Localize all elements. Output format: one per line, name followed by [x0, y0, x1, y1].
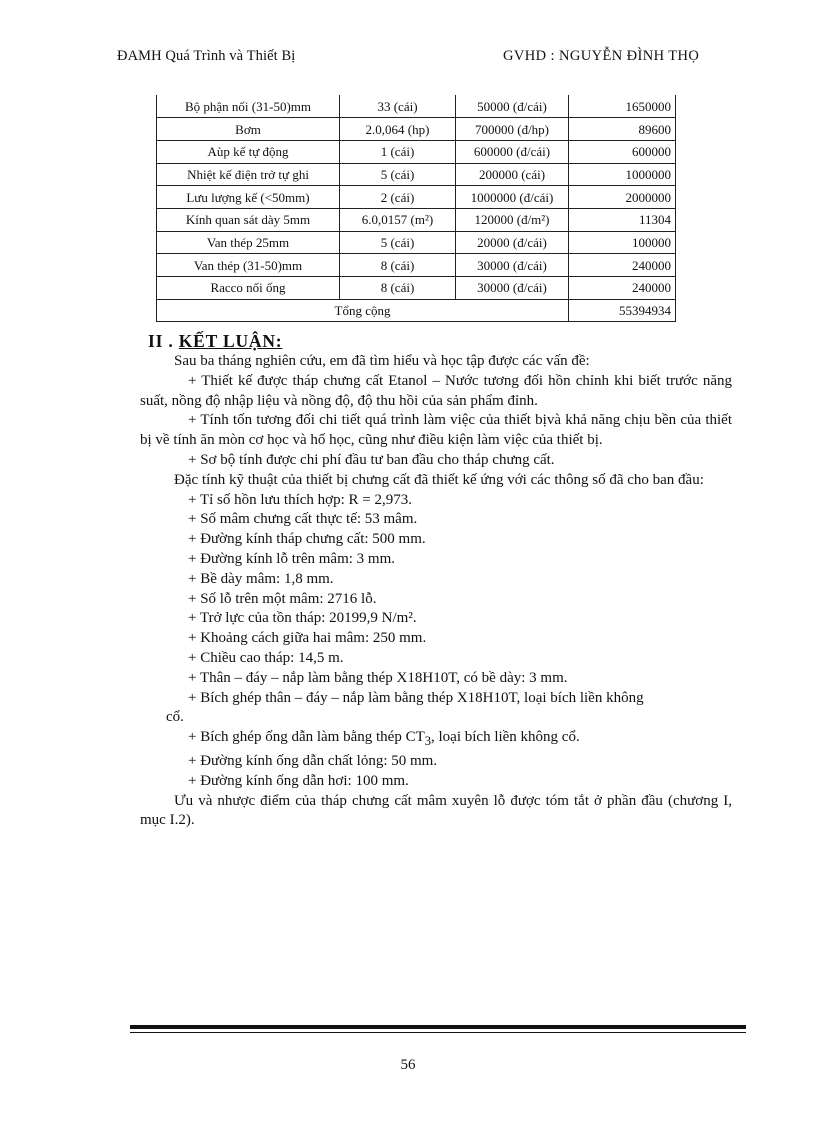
item-name-cell: Bơm	[157, 118, 340, 141]
paragraph-specs-intro: Đặc tính kỹ thuật của thiết bị chưng cất đã thiết kế ứng với các thông số đã cho ban đầu:	[174, 471, 704, 488]
quantity-cell: 33 (cái)	[340, 95, 456, 118]
section-title	[148, 331, 282, 352]
item-name-cell: Lưu lượng kế (<50mm)	[157, 186, 340, 209]
total-cell: 11304	[569, 208, 676, 231]
spec-text: , loại bích liền không cổ.	[431, 729, 580, 746]
total-label: Tổng cộng	[157, 299, 569, 322]
spec-list	[140, 491, 732, 709]
spec-item: + Bề dày mâm: 1,8 mm.	[188, 570, 334, 587]
table-row	[157, 231, 676, 254]
total-cell: 600000	[569, 140, 676, 163]
unit-price-cell: 30000 (đ/cái)	[456, 254, 569, 277]
quantity-cell: 1 (cái)	[340, 140, 456, 163]
spec-item: + Chiều cao tháp: 14,5 m.	[188, 649, 344, 666]
unit-price-cell: 1000000 (đ/cái)	[456, 186, 569, 209]
footer-rule-thin	[130, 1032, 746, 1033]
table-row	[157, 186, 676, 209]
quantity-cell: 2.0,064 (hp)	[340, 118, 456, 141]
total-cell: 100000	[569, 231, 676, 254]
table-row	[157, 163, 676, 186]
spec-item: + Số lỗ trên một mâm: 2716 lỗ.	[188, 590, 377, 607]
item-name-cell: Racco nối ống	[157, 277, 340, 300]
spec-item: + Số mâm chưng cất thực tế: 53 mâm.	[188, 511, 418, 528]
spec-item: + Tỉ số hồn lưu thích hợp: R = 2,973.	[188, 491, 412, 508]
spec-item: + Thân – đáy – nắp làm bằng thép X18H10T, có bề dày: 3 mm.	[188, 669, 568, 686]
paragraph-calculation: + Tính tốn tương đối chi tiết quá trình làm việc của thiết bịvà khả năng chịu bền của thiết bị về tính ăn mòn cơ học và hố học, cũng như điều kiện làm việc của thiết bị.	[140, 412, 732, 449]
table-row	[157, 277, 676, 300]
table-row	[157, 140, 676, 163]
cost-table	[156, 95, 676, 322]
paragraph-intro: Sau ba tháng nghiên cứu, em đã tìm hiểu và học tập được các vấn đề:	[174, 353, 590, 369]
spec-item: + Bích ghép thân – đáy – nắp làm bằng thép X18H10T, loại bích liền không	[188, 689, 644, 706]
quantity-cell: 5 (cái)	[340, 163, 456, 186]
unit-price-cell: 600000 (đ/cái)	[456, 140, 569, 163]
unit-price-cell: 30000 (đ/cái)	[456, 277, 569, 300]
table-total-row	[157, 299, 676, 322]
quantity-cell: 8 (cái)	[340, 254, 456, 277]
unit-price-cell: 200000 (cái)	[456, 163, 569, 186]
unit-price-cell: 120000 (đ/m²)	[456, 208, 569, 231]
section-number: II .	[148, 331, 179, 351]
total-cell: 1000000	[569, 163, 676, 186]
total-cell: 2000000	[569, 186, 676, 209]
quantity-cell: 6.0,0157 (m²)	[340, 208, 456, 231]
item-name-cell: Van thép 25mm	[157, 231, 340, 254]
unit-price-cell: 50000 (đ/cái)	[456, 95, 569, 118]
spec-item: + Đường kính lỗ trên mâm: 3 mm.	[188, 550, 396, 567]
paragraph-cost: + Sơ bộ tính được chi phí đầu tư ban đầu cho tháp chưng cất.	[188, 451, 555, 468]
spec-item: + Khoảng cách giữa hai mâm: 250 mm.	[188, 630, 427, 647]
header-course-title: ĐAMH Quá Trình và Thiết Bị	[117, 48, 296, 64]
body-text	[140, 352, 732, 831]
table-row	[157, 95, 676, 118]
spec-item: + Đường kính tháp chưng cất: 500 mm.	[188, 531, 426, 548]
item-name-cell: Kính quan sát dày 5mm	[157, 208, 340, 231]
paragraph-closing: Ưu và nhược điểm của tháp chưng cất mâm xuyên lỗ được tóm tắt ở phần đầu (chương I, mục I.2).	[140, 792, 732, 829]
spec-subscript: 3	[424, 734, 431, 749]
spec-text: + Bích ghép ống dẫn làm bằng thép CT	[188, 729, 425, 746]
quantity-cell: 8 (cái)	[340, 277, 456, 300]
spec-item: + Trở lực của tồn tháp: 20199,9 N/m².	[188, 610, 417, 627]
total-cell: 1650000	[569, 95, 676, 118]
page-number: 56	[400, 1057, 416, 1073]
section-heading: KẾT LUẬN:	[178, 331, 283, 351]
total-value: 55394934	[569, 299, 676, 322]
item-name-cell: Bộ phận nối (31-50)mm	[157, 95, 340, 118]
paragraph-design: + Thiết kế được tháp chưng cất Etanol – Nước tương đối hồn chỉnh khi biết trước năng suất, nồng độ nhập liệu và nồng độ, độ thu hồi của sản phẩm đỉnh.	[140, 372, 732, 409]
footer-rule	[130, 1025, 746, 1029]
table-row	[157, 208, 676, 231]
spec-list	[140, 752, 732, 792]
quantity-cell: 2 (cái)	[340, 186, 456, 209]
unit-price-cell: 700000 (đ/hp)	[456, 118, 569, 141]
item-name-cell: Nhiệt kế điện trở tự ghi	[157, 163, 340, 186]
item-name-cell: Aùp kế tự động	[157, 140, 340, 163]
total-cell: 240000	[569, 277, 676, 300]
spec-item: + Đường kính ống dẫn hơi: 100 mm.	[188, 772, 409, 789]
spec-item	[140, 728, 732, 752]
spec-continuation: cổ.	[166, 709, 184, 726]
total-cell: 89600	[569, 118, 676, 141]
spec-item: + Đường kính ống dẫn chất lỏng: 50 mm.	[188, 752, 438, 769]
quantity-cell: 5 (cái)	[340, 231, 456, 254]
table-row	[157, 118, 676, 141]
header-advisor: GVHD : NGUYỄN ĐÌNH THỌ	[503, 48, 700, 64]
unit-price-cell: 20000 (đ/cái)	[456, 231, 569, 254]
item-name-cell: Van thép (31-50)mm	[157, 254, 340, 277]
table-row	[157, 254, 676, 277]
total-cell: 240000	[569, 254, 676, 277]
